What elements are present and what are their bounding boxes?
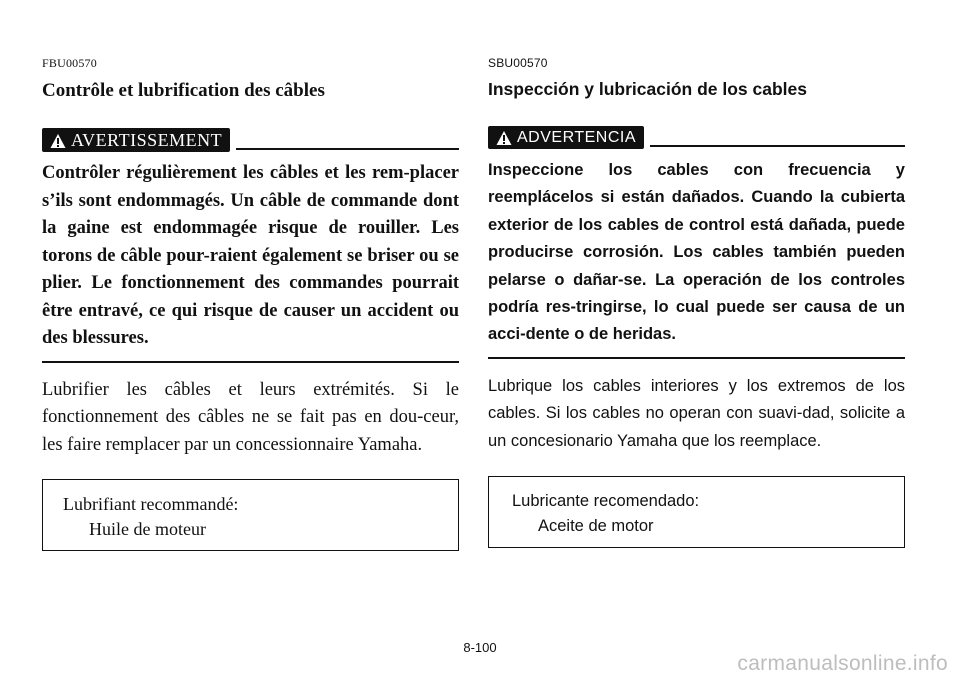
recommendation-box xyxy=(42,479,459,551)
warning-rule xyxy=(650,145,905,147)
warning-header xyxy=(488,126,905,149)
warning-triangle-icon xyxy=(50,133,66,149)
recommendation-value: Aceite de motor xyxy=(538,516,654,535)
warning-text: Inspeccione los cables con frecuencia y reemplácelos si están dañados. Cuando la cubierta exterior de los cables de control está dañada, puede producirse corrosión. Los cables también pueden pelarse o dañar-se. La operación de los controles podría res-tringirse, lo cual puede ser causa de un acci-dente o de heridas. xyxy=(488,157,905,359)
watermark: carmanualsonline.info xyxy=(737,652,948,675)
warning-badge xyxy=(488,126,644,149)
spanish-column xyxy=(488,56,905,548)
warning-badge xyxy=(42,128,230,152)
section-title: Contrôle et lubrification des câbles xyxy=(42,80,325,101)
section-title: Inspección y lubricación de los cables xyxy=(488,79,807,99)
recommendation-value: Huile de moteur xyxy=(89,519,206,539)
warning-rule xyxy=(236,148,459,150)
french-column xyxy=(42,56,459,551)
recommendation-label: Lubrifiant recommandé: xyxy=(63,494,239,514)
recommendation-label: Lubricante recomendado: xyxy=(512,491,700,510)
body-text: Lubrique los cables interiores y los extremos de los cables. Si los cables no operan con suavi-dad, solicite a un concesionario Yamaha que los reemplace. xyxy=(488,376,905,451)
section-code: SBU00570 xyxy=(488,56,548,70)
section-code: FBU00570 xyxy=(42,56,97,70)
warning-text: Contrôler régulièrement les câbles et les rem-placer s’ils sont endommagés. Un câble de commande dont la gaine est endommagée risque de rouiller. Les torons de câble pour-raient également se briser ou se plier. Le fonctionnement des commandes pourrait être entravé, ce qui risque de causer un accident ou des blessures. xyxy=(42,160,459,363)
warning-label: ADVERTENCIA xyxy=(517,129,637,146)
recommendation-box xyxy=(488,476,905,548)
body-text: Lubrifier les câbles et leurs extrémités. Si le fonctionnement des câbles ne se fait pas en dou-ceur, les faire remplacer par un concessionnaire Yamaha. xyxy=(42,379,459,455)
warning-header xyxy=(42,128,459,152)
page-number: 8-100 xyxy=(463,640,497,655)
warning-label: AVERTISSEMENT xyxy=(71,130,223,150)
warning-triangle-icon xyxy=(496,130,512,146)
